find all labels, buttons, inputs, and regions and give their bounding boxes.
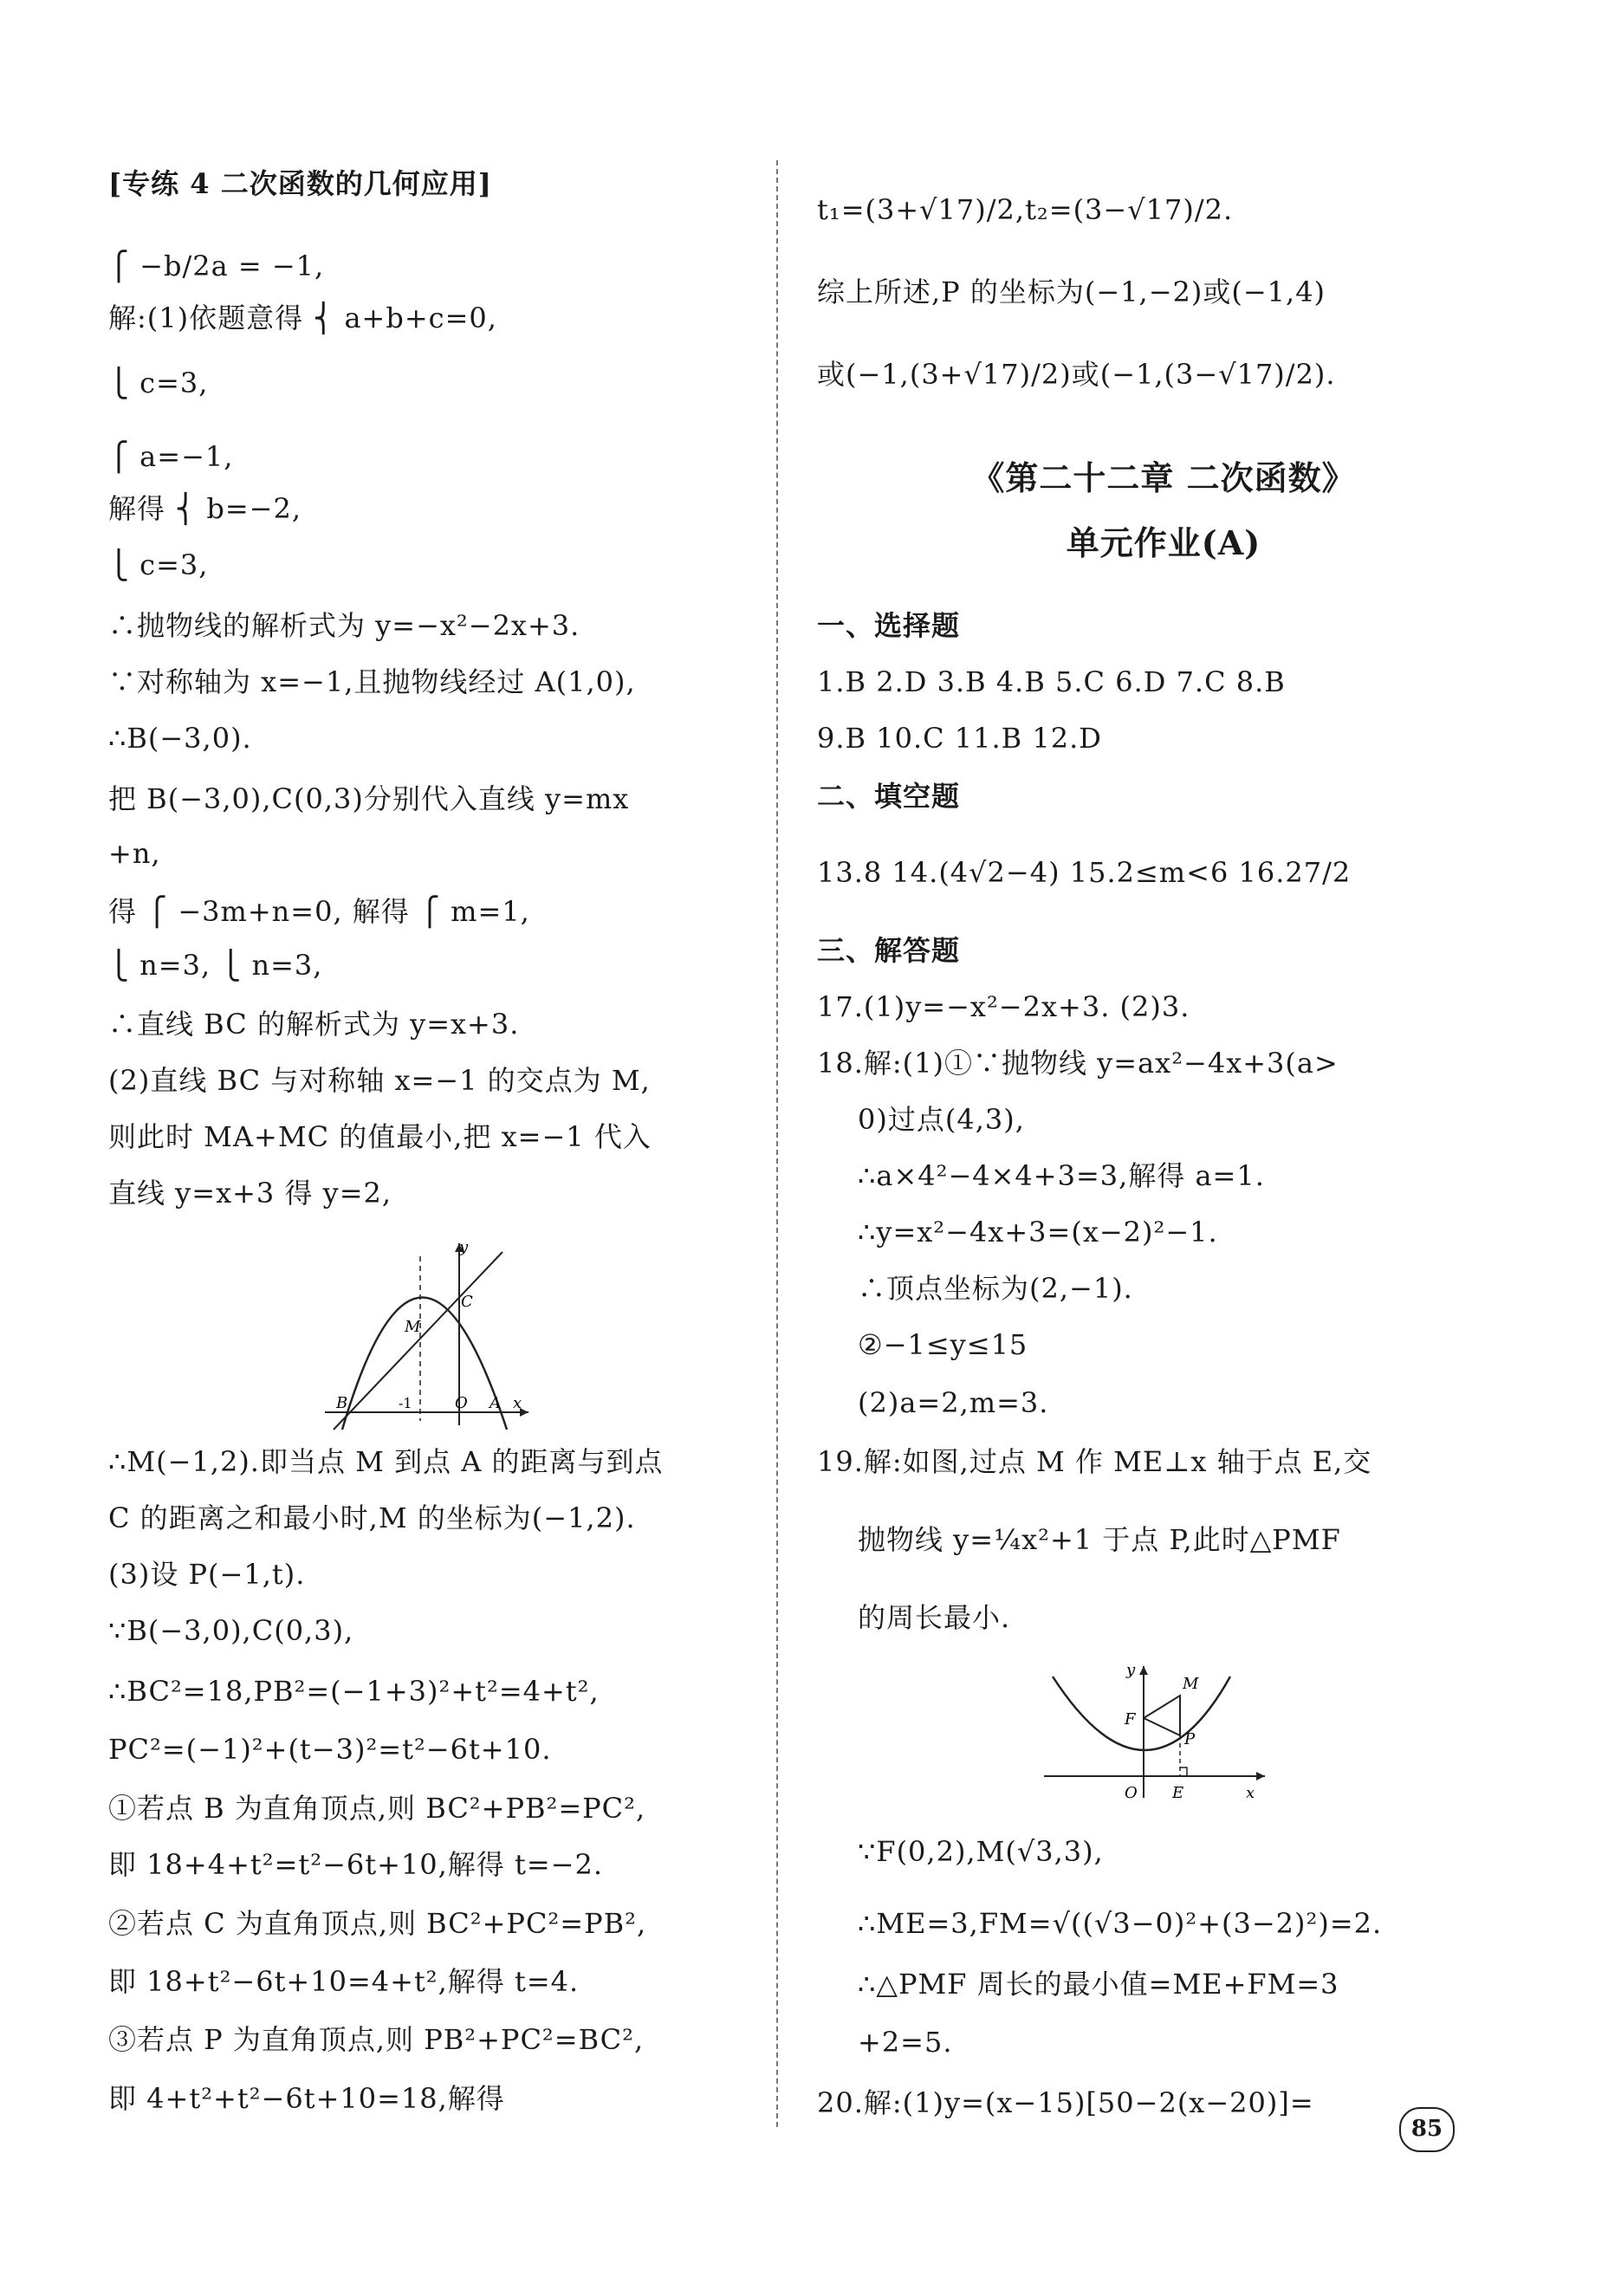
text-line: t₁=(3+√17)/2,t₂=(3−√17)/2.: [817, 193, 1234, 226]
text-line: 17.(1)y=−x²−2x+3. (2)3.: [817, 990, 1190, 1023]
label-e: E: [1172, 1784, 1184, 1802]
text-line: ∴顶点坐标为(2,−1).: [858, 1272, 1133, 1305]
section-title: [专练 4 二次函数的几何应用]: [108, 167, 492, 200]
text-line: (3)设 P(−1,t).: [108, 1558, 306, 1591]
label-neg1: -1: [399, 1395, 412, 1411]
text-line: ∴△PMF 周长的最小值=ME+FM=3: [858, 1968, 1339, 2001]
text-line: (2)直线 BC 与对称轴 x=−1 的交点为 M,: [108, 1064, 651, 1097]
label-f: F: [1125, 1710, 1136, 1728]
text-line: ∵对称轴为 x=−1,且抛物线经过 A(1,0),: [108, 665, 636, 698]
text-line: +2=5.: [858, 2026, 953, 2059]
label-x: x: [1246, 1784, 1255, 1802]
text-line: ∵F(0,2),M(√3,3),: [858, 1835, 1104, 1868]
text-line: (2)a=2,m=3.: [858, 1386, 1049, 1419]
parabola: [342, 1298, 507, 1430]
label-y: y: [459, 1238, 469, 1256]
text-line: 直线 y=x+3 得 y=2,: [108, 1177, 392, 1210]
text-line: +n,: [108, 837, 161, 870]
text-line: 解:(1)依题意得 ⎨ a+b+c=0,: [108, 302, 497, 334]
column-divider: [776, 160, 778, 2127]
y-axis-arrow: [1139, 1666, 1148, 1675]
label-o: O: [1125, 1784, 1138, 1802]
label-b: B: [336, 1394, 348, 1412]
label-m: M: [1183, 1675, 1199, 1693]
text-line: ∴直线 BC 的解析式为 y=x+3.: [108, 1008, 520, 1041]
text-line: 即 18+4+t²=t²−6t+10,解得 t=−2.: [108, 1848, 603, 1881]
label-x: x: [513, 1394, 522, 1412]
label-c: C: [461, 1293, 473, 1311]
text-line: ⎧ −b/2a = −1,: [108, 250, 325, 282]
chapter-title: 《第二十二章 二次函数》: [971, 458, 1356, 497]
label-y: y: [1126, 1661, 1136, 1679]
text-line: ⎩ c=3,: [108, 548, 209, 581]
section-heading: 一、选择题: [817, 609, 961, 642]
text-line: C 的距离之和最小时,M 的坐标为(−1,2).: [108, 1501, 636, 1534]
text-line: 0)过点(4,3),: [858, 1103, 1025, 1136]
text-line: ∴M(−1,2).即当点 M 到点 A 的距离与到点: [108, 1445, 664, 1478]
text-line: ①若点 B 为直角顶点,则 BC²+PB²=PC²,: [108, 1792, 646, 1825]
text-line: ∴ME=3,FM=√((√3−0)²+(3−2)²)=2.: [858, 1907, 1383, 1940]
text-line: 或(−1,(3+√17)/2)或(−1,(3−√17)/2).: [817, 358, 1336, 391]
label-a: A: [490, 1394, 501, 1412]
text-line: ∴a×4²−4×4+3=3,解得 a=1.: [858, 1159, 1265, 1192]
text-line: 20.解:(1)y=(x−15)[50−2(x−20)]=: [817, 2086, 1314, 2119]
label-p: P: [1184, 1730, 1196, 1748]
triangle-pmf: [1144, 1696, 1180, 1735]
text-line: ∴y=x²−4x+3=(x−2)²−1.: [858, 1216, 1218, 1249]
x-axis-arrow: [1256, 1772, 1265, 1780]
text-line: ∴BC²=18,PB²=(−1+3)²+t²=4+t²,: [108, 1675, 600, 1708]
text-line: 即 18+t²−6t+10=4+t²,解得 t=4.: [108, 1965, 580, 1998]
text-line: ∵B(−3,0),C(0,3),: [108, 1614, 354, 1647]
text-line: ⎩ n=3, ⎩ n=3,: [108, 949, 323, 982]
unit-title: 单元作业(A): [1066, 523, 1261, 562]
parabola: [1053, 1677, 1230, 1750]
text-line: ⎧ a=−1,: [108, 440, 234, 473]
text-line: ∴抛物线的解析式为 y=−x²−2x+3.: [108, 609, 580, 642]
text-line: 得 ⎧ −3m+n=0, 解得 ⎧ m=1,: [108, 895, 530, 928]
text-line: ∴B(−3,0).: [108, 722, 252, 755]
text-line: 综上所述,P 的坐标为(−1,−2)或(−1,4): [817, 276, 1326, 308]
text-line: 19.解:如图,过点 M 作 ME⊥x 轴于点 E,交: [817, 1445, 1372, 1478]
text-line: 18.解:(1)①∵抛物线 y=ax²−4x+3(a>: [817, 1047, 1339, 1080]
section-heading: 三、解答题: [817, 934, 961, 967]
text-line: ②若点 C 为直角顶点,则 BC²+PC²=PB²,: [108, 1907, 647, 1940]
text-line: PC²=(−1)²+(t−3)²=t²−6t+10.: [108, 1733, 552, 1766]
label-o: O: [455, 1394, 468, 1412]
text-line: 则此时 MA+MC 的值最小,把 x=−1 代入: [108, 1120, 652, 1153]
text-line: ②−1≤y≤15: [858, 1328, 1028, 1361]
right-angle-mark: [1180, 1767, 1187, 1776]
line-bc: [334, 1252, 503, 1430]
text-line: 解得 ⎨ b=−2,: [108, 492, 302, 525]
text-line: 9.B 10.C 11.B 12.D: [817, 722, 1102, 755]
text-line: ③若点 P 为直角顶点,则 PB²+PC²=BC²,: [108, 2023, 645, 2056]
text-line: ⎩ c=3,: [108, 366, 209, 399]
text-line: 即 4+t²+t²−6t+10=18,解得: [108, 2082, 505, 2115]
text-line: 把 B(−3,0),C(0,3)分别代入直线 y=mx: [108, 782, 630, 815]
text-line: 的周长最小.: [858, 1601, 1011, 1634]
figure-parabola-line: [321, 1235, 546, 1434]
page-number: 85: [1399, 2107, 1455, 2152]
text-line: 13.8 14.(4√2−4) 15.2≤m<6 16.27/2: [817, 856, 1352, 889]
label-m: M: [405, 1318, 421, 1336]
figure-parabola-triangle: [1035, 1659, 1274, 1811]
text-line: 1.B 2.D 3.B 4.B 5.C 6.D 7.C 8.B: [817, 665, 1286, 698]
text-line: 抛物线 y=¼x²+1 于点 P,此时△PMF: [858, 1523, 1341, 1556]
section-heading: 二、填空题: [817, 780, 961, 813]
